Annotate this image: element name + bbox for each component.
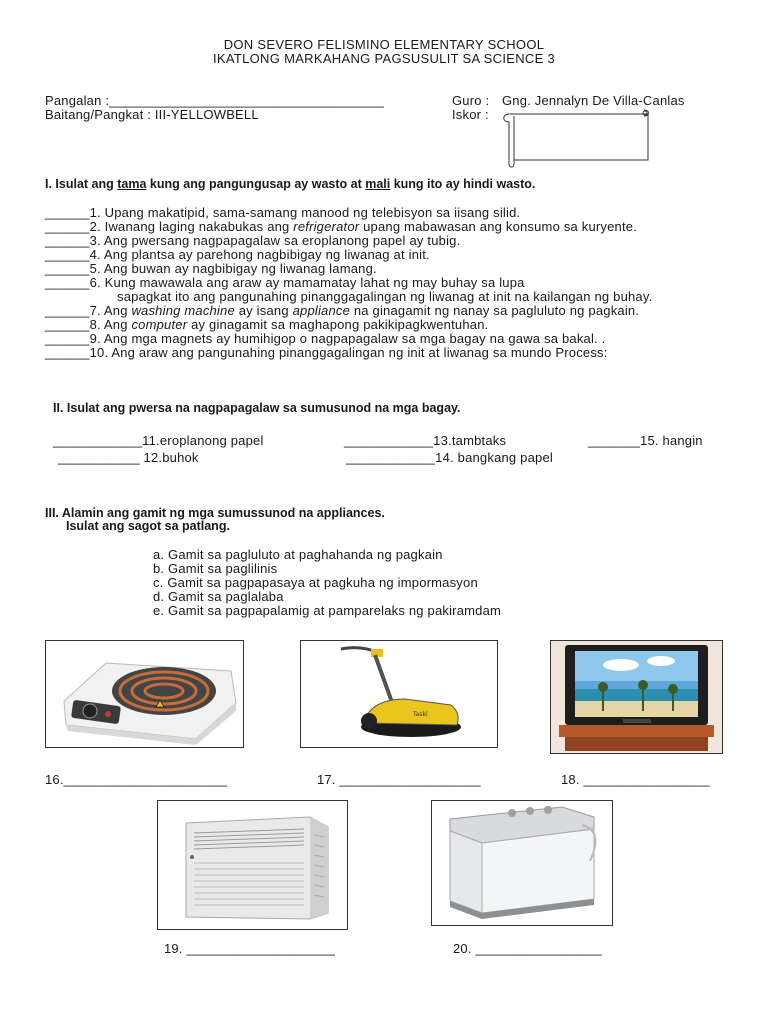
answer-16: 16.______________________: [45, 772, 228, 787]
question-14: ____________14. bangkang papel: [346, 450, 553, 465]
part3-instruction: III. Alamin ang gamit ng mga sumussunod na appliances.: [45, 506, 385, 520]
part2-instruction: II. Isulat ang pwersa na nagpapagalaw sa sumusunod na mga bagay.: [53, 401, 461, 415]
hot-plate-image: [45, 640, 244, 748]
question-3: ______3. Ang pwersang nagpapagalaw sa eroplanong papel ay tubig.: [45, 233, 461, 248]
question-12: ___________ 12.buhok: [58, 450, 199, 465]
score-label: Iskor :: [452, 107, 489, 122]
answer-17: 17. ___________________: [317, 772, 481, 787]
question-5: ______5. Ang buwan ay nagbibigay ng liwanag lamang.: [45, 261, 377, 276]
choice-d: d. Gamit sa paglalaba: [153, 589, 284, 604]
question-15: _______15. hangin: [588, 433, 703, 448]
svg-text:Taski: Taski: [413, 711, 428, 718]
answer-20: 20. _________________: [453, 941, 602, 956]
score-scroll-box: [500, 106, 655, 168]
question-7: ______7. Ang washing machine ay isang appliance na ginagamit ng nanay sa pagluluto ng pagkain.: [45, 303, 640, 318]
television-image: [550, 640, 723, 754]
exam-title: IKATLONG MARKAHANG PAGSUSULIT SA SCIENCE 3: [212, 51, 556, 66]
question-4: ______4. Ang plantsa ay parehong nagbibigay ng liwanag at init.: [45, 247, 430, 262]
question-8: ______8. Ang computer ay ginagamit sa maghapong pakikipagkwentuhan.: [45, 317, 489, 332]
question-11: ____________11.eroplanong papel: [53, 433, 264, 448]
answer-19: 19. ____________________: [164, 941, 336, 956]
question-13: ____________13.tambtaks: [344, 433, 507, 448]
part1-instruction: I. Isulat ang tama kung ang pangungusap ay wasto at mali kung ito ay hindi wasto.: [45, 177, 536, 191]
choice-b: b. Gamit sa paglilinis: [153, 561, 278, 576]
teacher-label: Guro :: [452, 93, 490, 108]
floor-polisher-image: [300, 640, 498, 748]
choice-e: e. Gamit sa pagpapalamig at pamparelaks ng pakiramdam: [153, 603, 502, 618]
air-conditioner-image: [157, 800, 348, 930]
teacher-name: Gng. Jennalyn De Villa-Canlas: [502, 93, 685, 108]
question-10: ______10. Ang araw ang pangunahing pinanggagalingan ng init at liwanag sa mundo Process:: [45, 345, 608, 360]
school-name: DON SEVERO FELISMINO ELEMENTARY SCHOOL: [223, 37, 545, 52]
question-9: ______9. Ang mga magnets ay humihigop o nagpapagalaw sa mga bagay na gawa sa bakal. .: [45, 331, 606, 346]
question-1: ______1. Upang makatipid, sama-samang manood ng telebisyon sa iisang silid.: [45, 205, 521, 220]
choice-a: a. Gamit sa pagluluto at paghahanda ng pagkain: [153, 547, 443, 562]
question-6: ______6. Kung mawawala ang araw ay mamamatay lahat ng may buhay sa lupa: [45, 275, 525, 290]
question-2: ______2. Iwanang laging nakabukas ang refrigerator upang mabawasan ang konsumo sa kuryente.: [45, 219, 638, 234]
choice-c: c. Gamit sa pagpapasaya at pagkuha ng impormasyon: [153, 575, 478, 590]
name-field-label: Pangalan :_____________________________________: [45, 93, 385, 108]
question-6-continuation: sapagkat ito ang pangunahing pinanggagalingan ng liwanag at init na kailangan ng buhay.: [117, 289, 653, 304]
grade-section-label: Baitang/Pangkat : III-YELLOWBELL: [45, 107, 259, 122]
washing-machine-image: [431, 800, 613, 926]
answer-18: 18. _________________: [561, 772, 710, 787]
part3-instruction-line2: Isulat ang sagot sa patlang.: [66, 519, 230, 533]
